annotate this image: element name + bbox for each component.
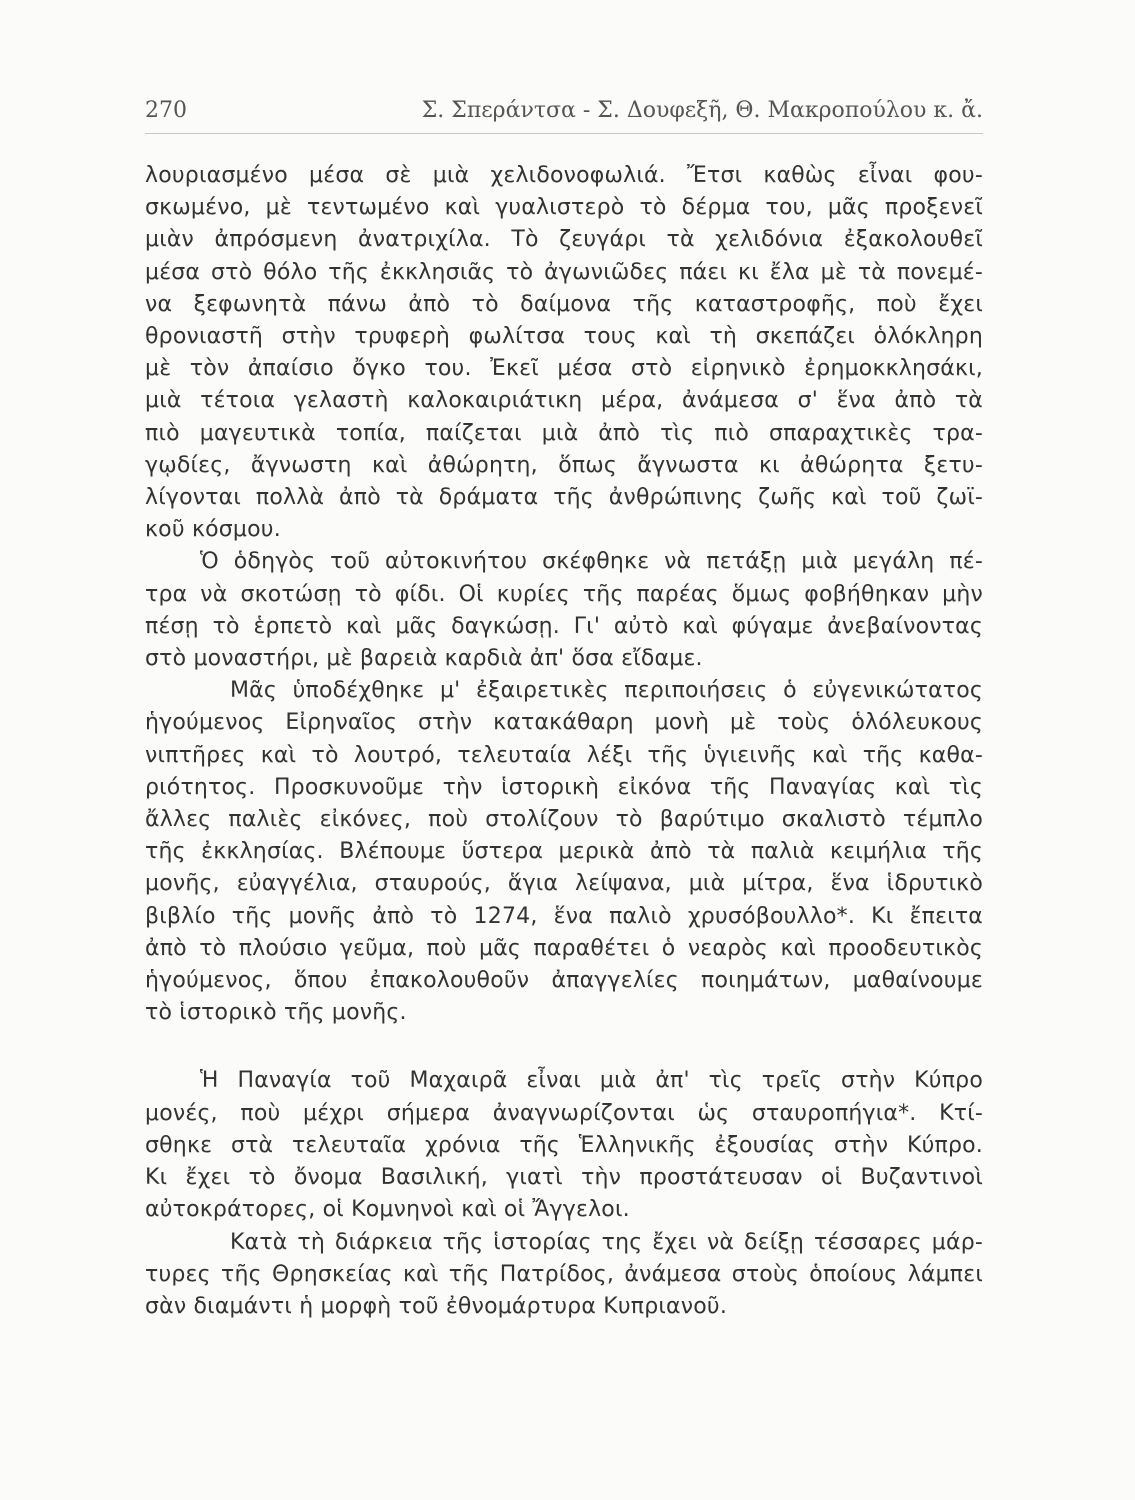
text-line: στὸ μοναστήρι, μὲ βαρειὰ καρδιὰ ἀπ' ὅσα εἴδαμε.	[145, 646, 703, 672]
text-line: Κατὰ τὴ διάρκεια τῆς ἱστορίας της ἔχει νὰ δείξῃ τέσσαρες μάρ-	[230, 1229, 983, 1255]
text-line: μὲ τὸν ἀπαίσιο ὄγκο του. Ἐκεῖ μέσα στὸ εἰρηνικὸ ἐρημοκκλησάκι,	[145, 356, 983, 382]
text-line: τὸ ἱστορικὸ τῆς μονῆς.	[145, 1000, 407, 1026]
text-line: σκωμένο, μὲ τεντωμένο καὶ γυαλιστερὸ τὸ δέρμα του, μᾶς προξενεῖ	[145, 195, 983, 221]
text-line: σθηκε στὰ τελευταῖα χρόνια τῆς Ἑλληνικῆς ἐξουσίας στὴν Κύπρο.	[145, 1132, 983, 1158]
text-line: κοῦ κόσμου.	[145, 517, 281, 543]
text-line: λίγονται πολλὰ ἀπὸ τὰ δράματα τῆς ἀνθρώπινης ζωῆς καὶ τοῦ ζωϊ-	[145, 485, 983, 511]
text-line: μιὰν ἀπρόσμενη ἀνατριχίλα. Τὸ ζευγάρι τὰ χελιδόνια ἐξακολουθεῖ	[145, 227, 983, 253]
text-line: μιὰ τέτοια γελαστὴ καλοκαιριάτικη μέρα, ἀνάμεσα σ' ἕνα ἀπὸ τὰ	[145, 388, 983, 414]
body-text	[145, 160, 983, 1323]
text-line: γῳδίες, ἄγνωστη καὶ ἀθώρητη, ὅπως ἄγνωστα κι ἀθώρητα ξετυ-	[145, 452, 983, 478]
text-line: να ξεφωνητὰ πάνω ἀπὸ τὸ δαίμονα τῆς καταστροφῆς, ποὺ ἔχει	[145, 291, 983, 317]
text-line: θρονιαστῆ στὴν τρυφερὴ φωλίτσα τους καὶ τὴ σκεπάζει ὁλόκληρη	[145, 324, 983, 350]
text-line: ἄλλες παλιὲς εἰκόνες, ποὺ στολίζουν τὸ βαρύτιμο σκαλιστὸ τέμπλο	[145, 807, 983, 833]
paragraph-driver	[145, 546, 983, 675]
text-line: Μᾶς ὑποδέχθηκε μ' ἐξαιρετικὲς περιποιήσεις ὁ εὐγενικώτατος	[230, 678, 983, 704]
running-head	[145, 98, 983, 132]
text-line: λουριασμένο μέσα σὲ μιὰ χελιδονοφωλιά. Ἔτσι καθὼς εἶναι φου-	[145, 163, 983, 188]
running-head-title: Σ. Σπεράντσα - Σ. Δουφεξῆ, Θ. Μακροπούλου κ. ἄ.	[421, 98, 983, 123]
text-line: βιβλίο τῆς μονῆς ἀπὸ τὸ 1274, ἕνα παλιὸ χρυσόβουλλο*. Κι ἔπειτα	[145, 903, 983, 929]
text-line: Ὁ ὁδηγὸς τοῦ αὐτοκινήτου σκέφθηκε νὰ πετάξῃ μιὰ μεγάλη πέ-	[200, 549, 983, 575]
text-line: μονῆς, εὐαγγέλια, σταυρούς, ἅγια λείψανα, μιὰ μίτρα, ἕνα ἱδρυτικὸ	[145, 871, 983, 897]
text-line: πιὸ μαγευτικὰ τοπία, παίζεται μιὰ ἀπὸ τὶς πιὸ σπαραχτικὲς τρα-	[145, 420, 983, 446]
text-line: μονές, ποὺ μέχρι σήμερα ἀναγνωρίζονται ὡς σταυροπήγια*. Κτί-	[145, 1100, 983, 1126]
text-line: αὐτοκράτορες, οἱ Κομνηνοὶ καὶ οἱ Ἄγγελοι.	[145, 1197, 630, 1223]
page-number: 270	[145, 98, 187, 123]
paragraph-monastery-visit	[145, 675, 983, 1029]
paragraph-machairas-history	[145, 1065, 983, 1226]
text-line: ἡγούμενος Εἰρηναῖος στὴν κατακάθαρη μονὴ μὲ τοὺς ὁλόλευκους	[145, 710, 983, 736]
text-line: ριότητος. Προσκυνοῦμε τὴν ἱστορικὴ εἰκόνα τῆς Παναγίας καὶ τὶς	[145, 774, 983, 800]
paragraph-continuation	[145, 160, 983, 546]
text-line: νιπτῆρες καὶ τὸ λουτρό, τελευταία λέξι τῆς ὑγιεινῆς καὶ τῆς καθα-	[145, 742, 983, 768]
text-line: Κι ἔχει τὸ ὄνομα Βασιλική, γιατὶ τὴν προστάτευσαν οἱ Βυζαντινοὶ	[145, 1165, 983, 1191]
text-line: τῆς ἐκκλησίας. Βλέπουμε ὕστερα μερικὰ ἀπὸ τὰ παλιὰ κειμήλια τῆς	[145, 839, 983, 865]
text-line: τρα νὰ σκοτώσῃ τὸ φίδι. Οἱ κυρίες τῆς παρέας ὅμως φοβήθηκαν μὴν	[145, 581, 983, 607]
text-line: σὰν διαμάντι ἡ μορφὴ τοῦ ἐθνομάρτυρα Κυπριανοῦ.	[145, 1293, 728, 1319]
text-line: Ἡ Παναγία τοῦ Μαχαιρᾶ εἶναι μιὰ ἀπ' τὶς τρεῖς στὴν Κύπρο	[200, 1068, 983, 1094]
text-line: ἡγούμενος, ὅπου ἐπακολουθοῦν ἀπαγγελίες ποιημάτων, μαθαίνουμε	[145, 968, 983, 994]
header-rule	[145, 133, 983, 134]
text-line: πέσῃ τὸ ἑρπετὸ καὶ μᾶς δαγκώσῃ. Γι' αὐτὸ καὶ φύγαμε ἀνεβαίνοντας	[145, 613, 983, 639]
text-line: τυρες τῆς Θρησκείας καὶ τῆς Πατρίδος, ἀνάμεσα στοὺς ὁποίους λάμπει	[145, 1261, 983, 1287]
text-line: ἀπὸ τὸ πλούσιο γεῦμα, ποὺ μᾶς παραθέτει ὁ νεαρὸς καὶ προοδευτικὸς	[145, 935, 983, 961]
paragraph-martyrs	[145, 1227, 983, 1324]
text-line: μέσα στὸ θόλο τῆς ἐκκλησιᾶς τὸ ἀγωνιῶδες πάει κι ἔλα μὲ τὰ πονεμέ-	[145, 259, 983, 285]
